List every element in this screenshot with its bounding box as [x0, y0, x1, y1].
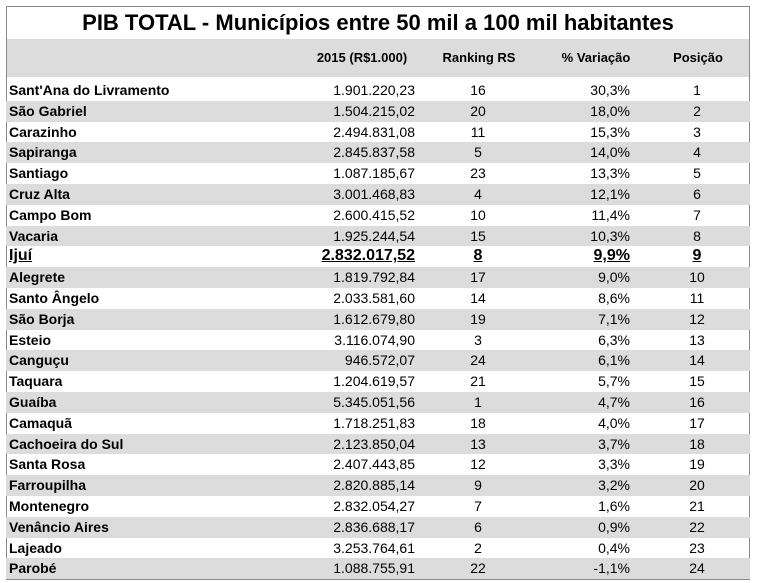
- column-header-pib: 2015 (R$1.000): [316, 50, 408, 65]
- table-row: [6, 309, 750, 330]
- cell-municipio: Lajeado: [9, 539, 62, 556]
- cell-pib: 2.832.054,27: [333, 497, 415, 514]
- cell-pib: 1.504.215,02: [333, 102, 415, 119]
- cell-pib: 2.832.017,52: [321, 247, 415, 265]
- cell-pib: 2.845.837,58: [333, 144, 415, 161]
- cell-ranking: 16: [470, 82, 486, 98]
- cell-posicao: 11: [689, 289, 705, 306]
- cell-ranking: 11: [470, 123, 486, 140]
- cell-variacao: 15,3%: [590, 123, 630, 140]
- cell-posicao: 23: [689, 539, 705, 556]
- table-row: [6, 434, 750, 455]
- cell-municipio: Esteio: [9, 331, 52, 348]
- cell-pib: 2.407.443,85: [333, 456, 415, 473]
- cell-variacao: 13,3%: [590, 165, 630, 182]
- cell-ranking: 18: [470, 414, 486, 431]
- cell-variacao: 4,0%: [598, 414, 630, 431]
- table-body: [6, 80, 750, 579]
- table-row: [6, 122, 750, 143]
- cell-municipio: Carazinho: [9, 123, 77, 140]
- cell-variacao: 14,0%: [590, 144, 630, 161]
- cell-variacao: -1,1%: [593, 560, 630, 577]
- cell-posicao: 20: [689, 477, 705, 494]
- cell-municipio: Sant'Ana do Livramento: [9, 82, 170, 98]
- cell-posicao: 8: [693, 227, 701, 244]
- cell-pib: 2.033.581,60: [333, 289, 415, 306]
- cell-posicao: 14: [689, 352, 705, 369]
- cell-ranking: 14: [470, 289, 486, 306]
- table-row: [6, 226, 750, 247]
- cell-variacao: 4,7%: [598, 393, 630, 410]
- cell-pib: 2.600.415,52: [333, 206, 415, 223]
- cell-ranking: 8: [473, 247, 483, 265]
- cell-posicao: 15: [689, 373, 705, 390]
- cell-pib: 1.612.679,80: [333, 310, 415, 327]
- cell-variacao: 1,6%: [598, 497, 630, 514]
- table-row: [6, 475, 750, 496]
- cell-variacao: 8,6%: [598, 289, 630, 306]
- cell-pib: 1.087.185,67: [333, 165, 415, 182]
- cell-ranking: 12: [470, 456, 486, 473]
- cell-posicao: 1: [693, 82, 701, 98]
- cell-pib: 1.204.619,57: [333, 373, 415, 390]
- cell-municipio: Guaíba: [9, 393, 57, 410]
- cell-ranking: 23: [470, 165, 486, 182]
- cell-municipio: Santo Ângelo: [9, 289, 100, 306]
- cell-posicao: 5: [693, 165, 701, 182]
- cell-municipio: Vacaria: [9, 227, 59, 244]
- cell-pib: 2.836.688,17: [333, 518, 415, 535]
- cell-variacao: 3,2%: [598, 477, 630, 494]
- cell-posicao: 12: [689, 310, 705, 327]
- cell-ranking: 3: [474, 331, 482, 348]
- cell-posicao: 9: [692, 247, 702, 265]
- cell-posicao: 16: [689, 393, 705, 410]
- table-row: [6, 267, 750, 288]
- cell-posicao: 6: [693, 185, 701, 202]
- cell-ranking: 24: [470, 352, 486, 369]
- table-row: [6, 80, 750, 101]
- table-row: [6, 392, 750, 413]
- cell-pib: 2.494.831,08: [333, 123, 415, 140]
- cell-ranking: 9: [474, 477, 482, 494]
- cell-variacao: 11,4%: [591, 206, 630, 223]
- table-row: [6, 413, 750, 434]
- cell-municipio: Santiago: [9, 165, 69, 182]
- cell-variacao: 30,3%: [590, 82, 630, 98]
- cell-ranking: 21: [470, 373, 486, 390]
- cell-ranking: 7: [474, 497, 482, 514]
- cell-pib: 1.925.244,54: [333, 227, 415, 244]
- cell-pib: 3.253.764,61: [333, 539, 415, 556]
- cell-pib: 3.116.074,90: [334, 331, 415, 348]
- cell-variacao: 3,7%: [598, 435, 630, 452]
- cell-municipio: Venâncio Aires: [9, 518, 109, 535]
- cell-municipio: Cachoeira do Sul: [9, 435, 124, 452]
- cell-variacao: 18,0%: [590, 102, 630, 119]
- cell-municipio: Montenegro: [9, 497, 90, 514]
- cell-posicao: 7: [693, 206, 701, 223]
- cell-posicao: 21: [689, 497, 705, 514]
- table-row: [6, 330, 750, 351]
- cell-ranking: 20: [470, 102, 486, 119]
- cell-variacao: 3,3%: [598, 456, 630, 473]
- cell-ranking: 22: [470, 560, 486, 577]
- cell-posicao: 19: [689, 456, 705, 473]
- cell-variacao: 0,9%: [598, 518, 630, 535]
- cell-posicao: 18: [689, 435, 705, 452]
- cell-variacao: 6,1%: [598, 352, 630, 369]
- cell-municipio: Taquara: [9, 373, 63, 390]
- cell-ranking: 4: [474, 185, 482, 202]
- cell-posicao: 3: [693, 123, 701, 140]
- cell-pib: 2.820.885,14: [333, 477, 415, 494]
- cell-posicao: 17: [689, 414, 705, 431]
- table-row: [6, 496, 750, 517]
- table-title: PIB TOTAL - Municípios entre 50 mil a 100 mil habitantes: [6, 6, 750, 39]
- table-row: [6, 205, 750, 226]
- cell-ranking: 17: [470, 269, 486, 286]
- cell-pib: 1.088.755,91: [333, 560, 415, 577]
- cell-ranking: 15: [470, 227, 486, 244]
- cell-municipio: Camaquã: [9, 414, 73, 431]
- cell-pib: 3.001.468,83: [333, 185, 415, 202]
- cell-municipio: São Borja: [9, 310, 75, 327]
- cell-posicao: 24: [689, 560, 705, 577]
- cell-municipio: São Gabriel: [9, 102, 87, 119]
- cell-pib: 1.718.251,83: [333, 414, 415, 431]
- cell-posicao: 13: [689, 331, 705, 348]
- table-row: [6, 142, 750, 163]
- cell-variacao: 9,0%: [598, 269, 630, 286]
- cell-ranking: 13: [470, 435, 486, 452]
- table-row: [6, 558, 750, 579]
- cell-ranking: 1: [474, 393, 482, 410]
- cell-municipio: Farroupilha: [9, 477, 87, 494]
- table-row: [6, 350, 750, 371]
- column-header-posicao: Posição: [673, 50, 723, 65]
- cell-variacao: 9,9%: [593, 247, 630, 265]
- cell-municipio: Ijuí: [9, 247, 33, 265]
- cell-pib: 1.819.792,84: [333, 269, 415, 286]
- column-header-ranking: Ranking RS: [442, 50, 516, 65]
- cell-ranking: 6: [474, 518, 482, 535]
- cell-municipio: Santa Rosa: [9, 456, 86, 473]
- cell-pib: 1.901.220,23: [333, 82, 415, 98]
- cell-variacao: 0,4%: [598, 539, 630, 556]
- cell-variacao: 6,3%: [598, 331, 630, 348]
- cell-pib: 946.572,07: [344, 352, 415, 369]
- cell-municipio: Canguçu: [9, 352, 69, 369]
- cell-posicao: 2: [693, 102, 701, 119]
- cell-posicao: 10: [689, 269, 705, 286]
- cell-posicao: 22: [689, 518, 705, 535]
- cell-posicao: 4: [693, 144, 701, 161]
- table-row: [6, 454, 750, 475]
- cell-municipio: Campo Bom: [9, 206, 92, 223]
- cell-pib: 2.123.850,04: [333, 435, 415, 452]
- cell-variacao: 12,1%: [590, 185, 630, 202]
- table-row: [6, 184, 750, 205]
- cell-municipio: Cruz Alta: [9, 185, 70, 202]
- table-row: [6, 288, 750, 309]
- table-row: [6, 163, 750, 184]
- cell-variacao: 7,1%: [598, 310, 630, 327]
- cell-ranking: 19: [470, 310, 486, 327]
- column-header-variacao: % Variação: [561, 50, 631, 65]
- table-row: [6, 517, 750, 538]
- cell-municipio: Parobé: [9, 560, 57, 577]
- cell-municipio: Alegrete: [9, 269, 66, 286]
- table-row: [6, 246, 750, 267]
- table-row: [6, 538, 750, 559]
- cell-pib: 5.345.051,56: [333, 393, 415, 410]
- cell-ranking: 2: [474, 539, 482, 556]
- table-row: [6, 371, 750, 392]
- table-row: [6, 101, 750, 122]
- cell-variacao: 10,3%: [590, 227, 630, 244]
- table-header: [6, 39, 750, 77]
- cell-ranking: 5: [474, 144, 482, 161]
- cell-ranking: 10: [470, 206, 486, 223]
- cell-variacao: 5,7%: [598, 373, 630, 390]
- cell-municipio: Sapiranga: [9, 144, 77, 161]
